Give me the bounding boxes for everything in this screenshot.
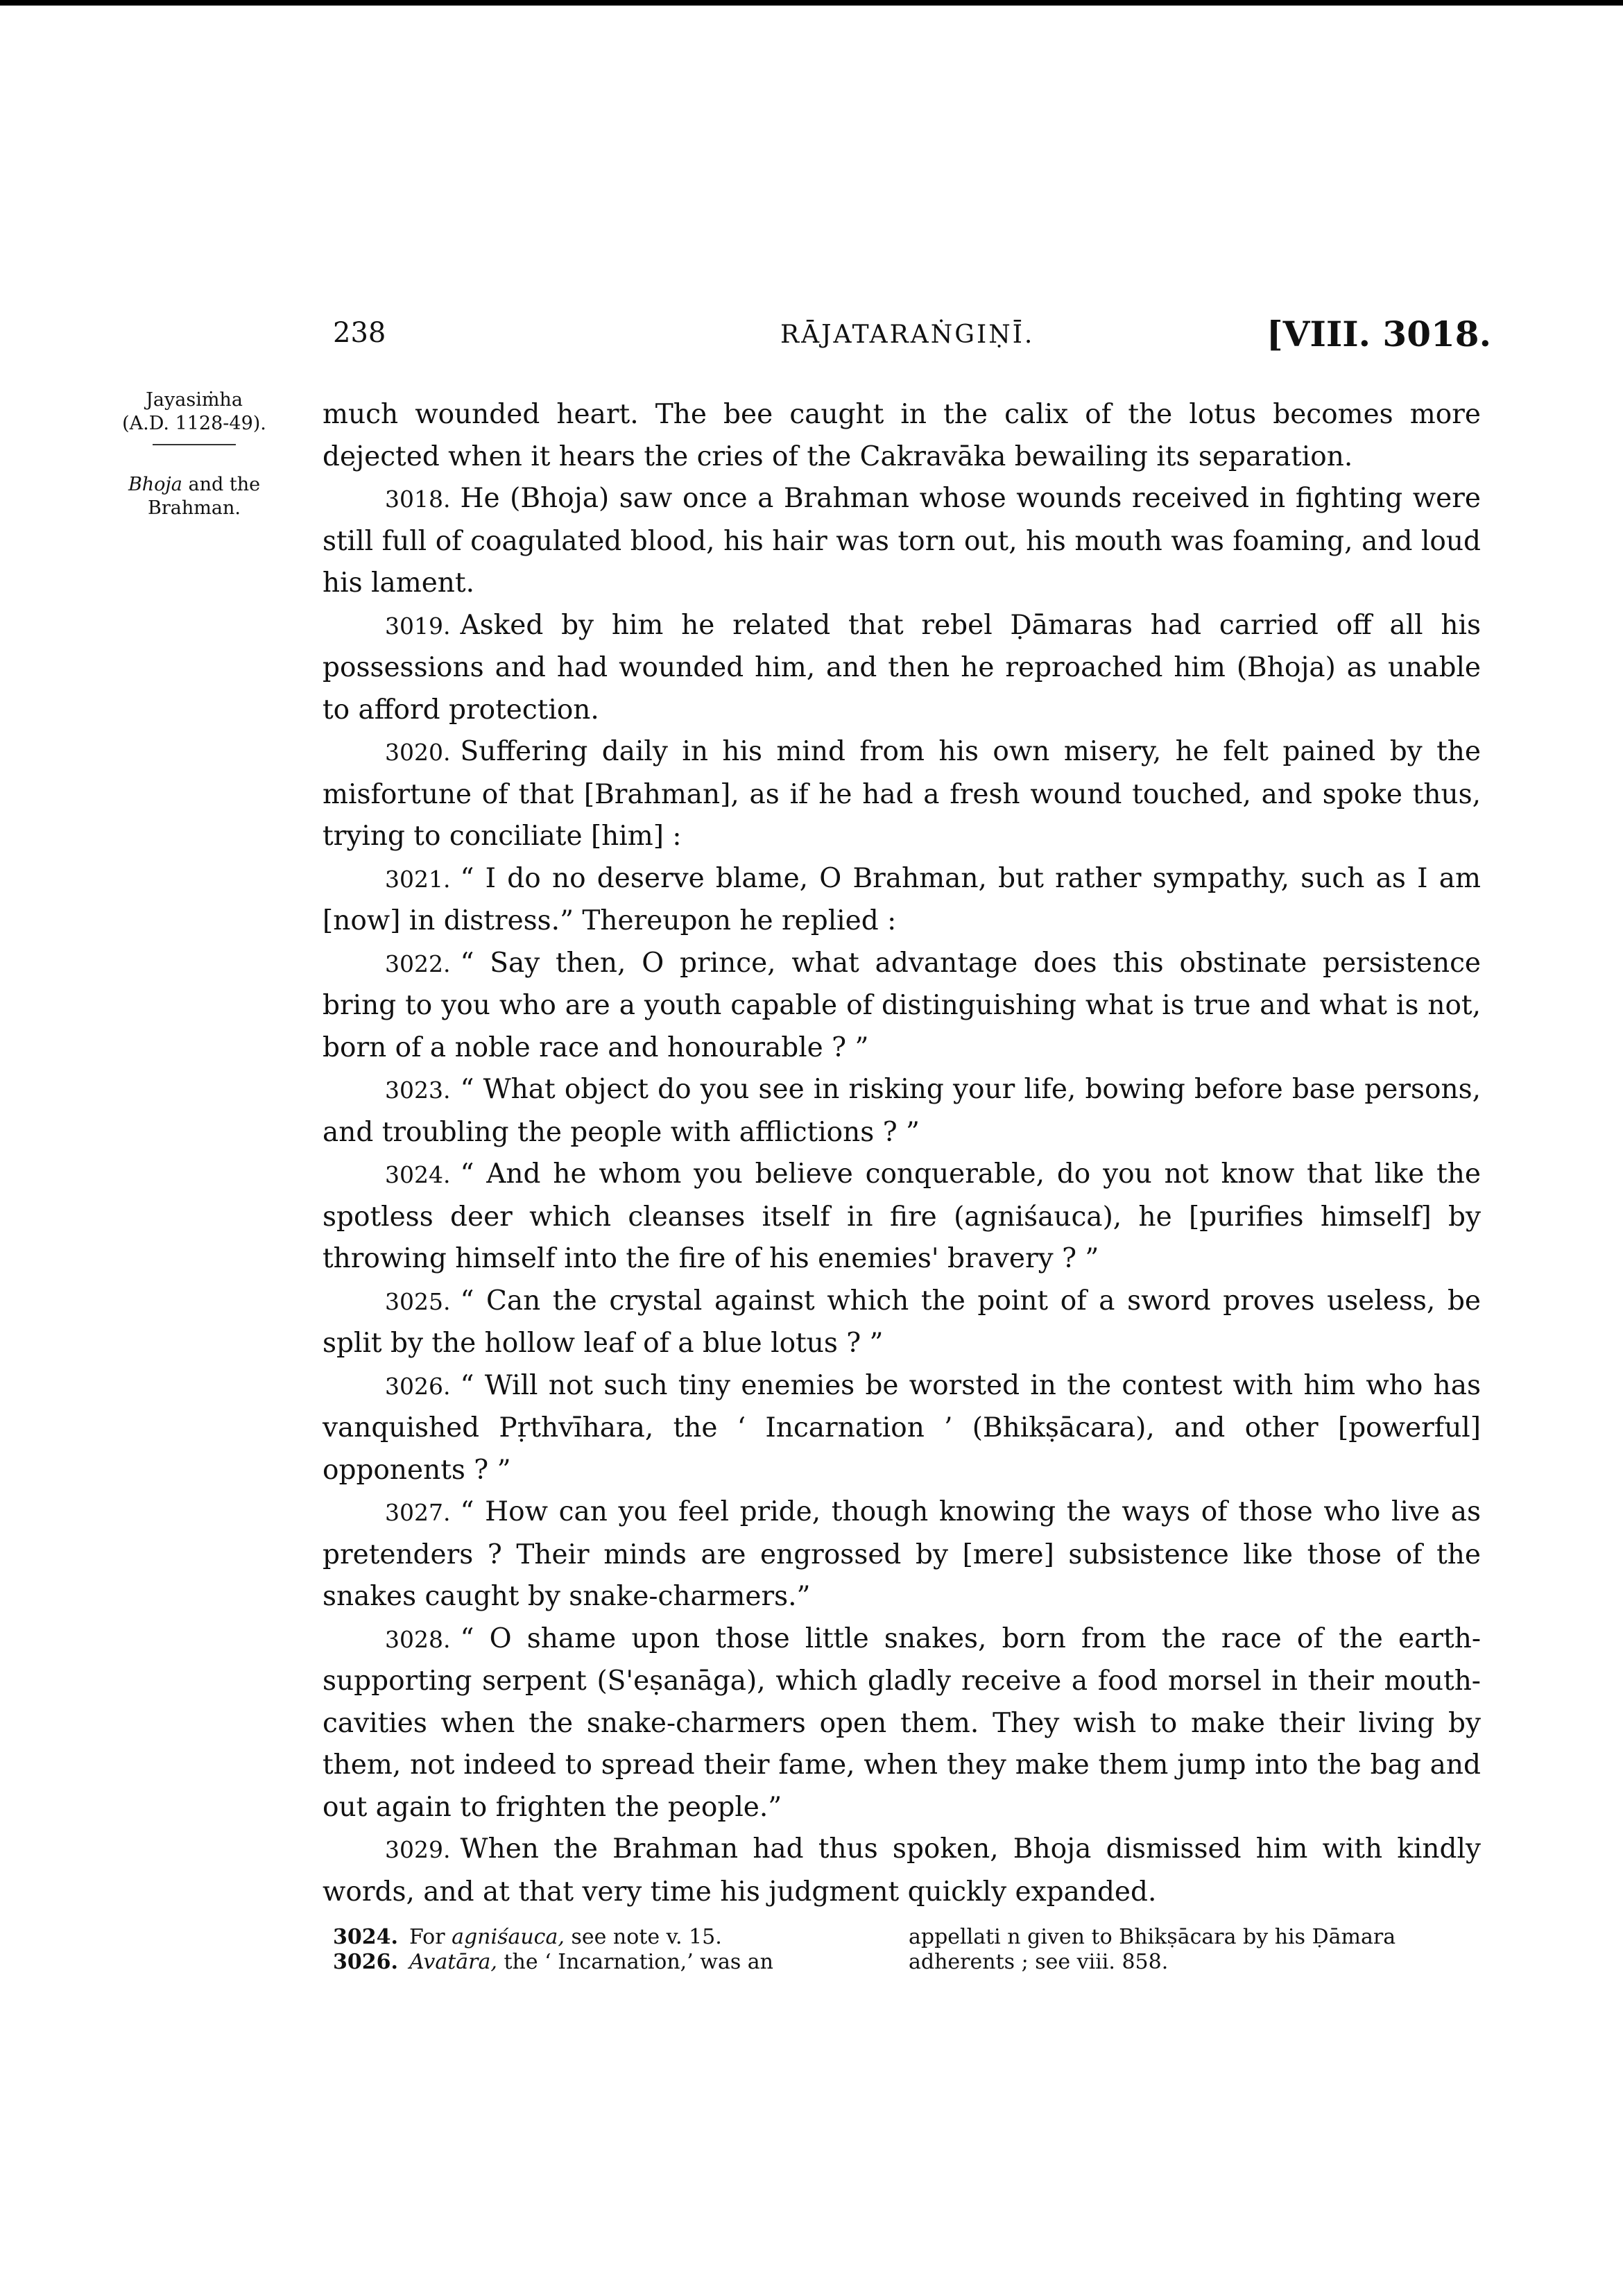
verse-paragraph [323,1365,1481,1492]
paragraph-text: much wounded heart. The bee caught in the calix of the lotus becomes more dejected when it hears the cries of the Cakravāka bewailing its separation. [323,399,1481,472]
footnote-text: see note v. 15. [564,1925,722,1949]
verse-paragraph [323,605,1481,732]
verse-text: “ O shame upon those little snakes, born from the race of the earth-supporting serpent (S'eṣanāga), which gladly receive a food morsel in their mouth-cavities when the snake-charmers open them. They wish to make their living by them, not indeed to spread their fame, when they make them jump into the bag and out again to frighten the people.” [323,1622,1481,1823]
verse-paragraph [323,1828,1481,1913]
verse-number: 3023. [385,1077,451,1104]
verse-text: “ What object do you see in risking your life, bowing before base persons, and troubling the people with afflictions ? ” [323,1074,1481,1148]
footnotes-right-column [909,1925,1484,1975]
margin-note-topic [76,473,312,520]
verse-text: When the Brahman had thus spoken, Bhoja dismissed him with kindly words, and at that very time his judgment quickly expanded. [323,1833,1481,1908]
verse-number: 3018. [385,486,451,513]
footnote-number: 3026. [333,1950,398,1974]
main-text [323,394,1481,1913]
verse-text: Suffering daily in his mind from his own misery, he felt pained by the misfortune of that [Brahman], as if he had a fresh wound touched, and spoke thus, trying to conciliate [him] : [323,736,1481,852]
verse-number: 3022. [385,950,451,977]
section-reference: [VIII. 3018. [1266,314,1491,354]
verse-number: 3025. [385,1287,451,1315]
margin-note-king: Jayasiṁha [146,389,243,411]
verse-text: “ And he whom you believe conquerable, do you not know that like the spotless deer which cleanses itself in fire (agniśauca), he [purifies himself] by throwing himself into the fire of his enemies' bravery ? ” [323,1158,1481,1274]
footnote-number: 3024. [333,1925,398,1949]
verse-paragraph [323,943,1481,1070]
margin-note-dates: (A.D. 1128-49). [122,413,266,434]
margin-note-topic-rest: and the [182,474,261,495]
margin-note-reign [76,388,312,445]
footnote-continuation-line: adherents ; see viii. 858. [909,1950,1169,1974]
verse-number: 3019. [385,612,451,640]
verse-number: 3024. [385,1161,451,1188]
verse-paragraph [323,731,1481,858]
verse-text: “ I do no deserve blame, O Brahman, but rather sympathy, such as I am [now] in distress.” Thereupon he replied : [323,862,1481,936]
footnotes-left-column [333,1925,874,1975]
page-number: 238 [333,317,386,349]
verse-paragraph [323,478,1481,605]
page-header [326,314,1491,362]
top-edge-line [0,0,1623,6]
footnote-italic: Avatāra, [409,1950,497,1974]
verse-paragraph [323,1154,1481,1280]
verse-number: 3028. [385,1625,451,1653]
margin-note-topic-italic: Bhoja [128,474,182,495]
verse-paragraph [323,1069,1481,1154]
verse-text: “ Say then, O prince, what advantage does this obstinate persistence bring to you who are a youth capable of distinguishing what is true and what is not, born of a noble race and honourable ? ” [323,947,1481,1063]
verse-number: 3029. [385,1836,451,1863]
verse-number: 3021. [385,865,451,893]
verse-paragraph [323,1280,1481,1365]
paragraph-continuation [323,394,1481,478]
verse-text: “ How can you feel pride, though knowing the ways of those who live as pretenders ? Their minds are engrossed by [mere] subsistence like those of the snakes caught by snake-charmers.” [323,1496,1481,1612]
verse-text: He (Bhoja) saw once a Brahman whose wounds received in fighting were still full of coagulated blood, his hair was torn out, his mouth was foaming, and loud his lament. [323,483,1481,599]
verse-text: Asked by him he related that rebel Ḍāmaras had carried off all his possessions and had wounded him, and then he reproached him (Bhoja) as unable to afford protection. [323,609,1481,726]
footnote-3026 [333,1950,874,1975]
verse-paragraph [323,1618,1481,1829]
verse-number: 3020. [385,739,451,766]
margin-note-rule [153,444,236,445]
footnote-italic: agniśauca, [452,1925,565,1949]
running-title: RĀJATARAṄGIṆĪ. [780,320,1035,349]
verse-paragraph [323,1491,1481,1618]
verse-text: “ Will not such tiny enemies be worsted in the contest with him who has vanquished Pṛthvīhara, the ‘ Incarnation ’ (Bhikṣācara), and other [powerful] opponents ? ” [323,1369,1481,1486]
verse-paragraph [323,858,1481,943]
footnote-3024 [333,1925,874,1950]
footnote-text: the ‘ Incarnation,’ was an [497,1950,773,1974]
footnote-text: For [409,1925,452,1949]
footnote-continuation-line: appellati n given to Bhikṣācara by his Ḍāmara [909,1925,1396,1949]
margin-note-topic-line2: Brahman. [148,497,241,519]
verse-number: 3026. [385,1372,451,1400]
verse-number: 3027. [385,1499,451,1526]
verse-text: “ Can the crystal against which the point of a sword proves useless, be split by the hollow leaf of a blue lotus ? ” [323,1285,1481,1359]
